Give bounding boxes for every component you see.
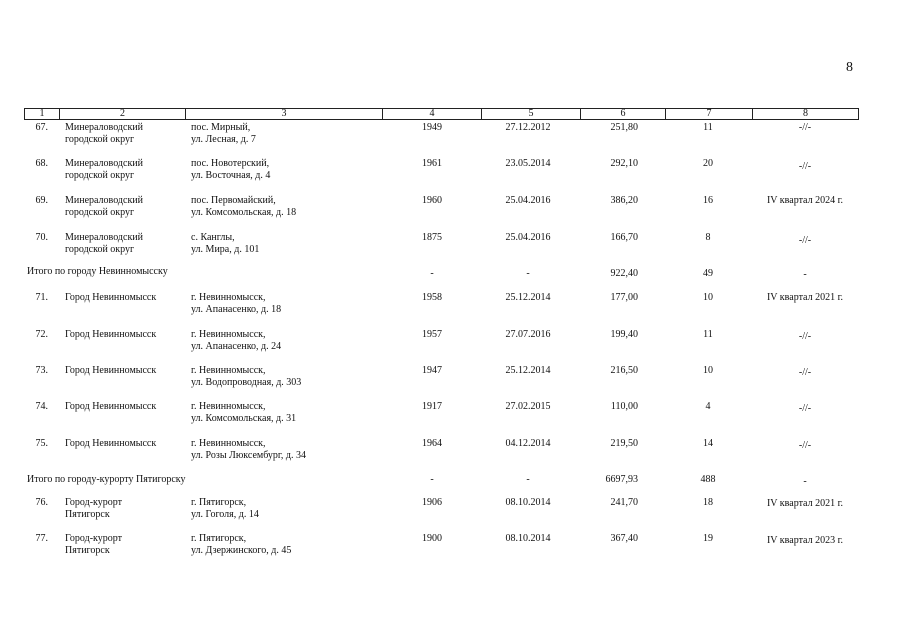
residents: 10 <box>703 365 713 376</box>
table-row <box>0 158 897 188</box>
build-year: 1949 <box>422 122 442 133</box>
term: - <box>803 269 807 280</box>
area: 241,70 <box>610 497 638 508</box>
municipality: Город Невинномысск <box>65 438 157 449</box>
term: -//- <box>798 161 812 172</box>
term: -//- <box>798 235 812 246</box>
header-col-6: 6 <box>580 109 665 119</box>
header-col-7: 7 <box>665 109 752 119</box>
header-col-3: 3 <box>185 109 382 119</box>
address: пос. Мирный, ул. Лесная, д. 7 <box>191 122 256 145</box>
municipality: Город Невинномысск <box>65 401 157 412</box>
municipality: Минераловодский городской округ <box>65 232 144 255</box>
term: -//- <box>798 122 812 133</box>
header-col-5: 5 <box>481 109 580 119</box>
header-col-8: 8 <box>752 109 858 119</box>
term: IV квартал 2023 г. <box>766 535 844 546</box>
area: 166,70 <box>610 232 638 243</box>
recognition-date: 08.10.2014 <box>505 497 551 508</box>
residents: 8 <box>705 232 711 243</box>
table-row <box>0 365 897 395</box>
municipality: Минераловодский городской округ <box>65 122 144 145</box>
address: г. Невинномысск, ул. Комсомольская, д. 31 <box>191 401 297 424</box>
recognition-date: 27.12.2012 <box>505 122 551 133</box>
area: 219,50 <box>610 438 638 449</box>
recognition-date: - <box>526 268 530 279</box>
page-number: 8 <box>846 60 853 75</box>
area: 251,80 <box>610 122 638 133</box>
address: пос. Первомайский, ул. Комсомольская, д. 18 <box>191 195 297 218</box>
residents: 14 <box>703 438 713 449</box>
row-number: 70. <box>35 232 48 243</box>
row-number: 72. <box>35 329 48 340</box>
term: -//- <box>798 367 812 378</box>
row-number: 69. <box>35 195 48 206</box>
term: -//- <box>798 331 812 342</box>
row-number: 74. <box>35 401 48 412</box>
build-year: 1875 <box>422 232 442 243</box>
term: IV квартал 2021 г. <box>766 292 844 303</box>
recognition-date: 08.10.2014 <box>505 533 551 544</box>
residents: 4 <box>705 401 711 412</box>
build-year: 1917 <box>422 401 442 412</box>
build-year: 1957 <box>422 329 442 340</box>
municipality: Город Невинномысск <box>65 365 157 376</box>
residents: 488 <box>700 474 716 485</box>
subtotal-label: Итого по городу Невинномысску <box>27 266 168 277</box>
table-row <box>0 329 897 359</box>
term: -//- <box>798 440 812 451</box>
municipality: Город-курорт Пятигорск <box>65 533 122 556</box>
residents: 49 <box>703 268 713 279</box>
build-year: 1960 <box>422 195 442 206</box>
table-row <box>0 401 897 431</box>
municipality: Город Невинномысск <box>65 329 157 340</box>
row-number: 77. <box>35 533 48 544</box>
table-row <box>0 497 897 527</box>
row-number: 68. <box>35 158 48 169</box>
subtotal-label: Итого по городу-курорту Пятигорску <box>27 474 186 485</box>
term: - <box>803 476 807 487</box>
table-row <box>0 195 897 225</box>
header-col-4: 4 <box>382 109 481 119</box>
build-year: 1900 <box>422 533 442 544</box>
recognition-date: - <box>526 474 530 485</box>
area: 199,40 <box>610 329 638 340</box>
table-header <box>24 108 859 120</box>
address: г. Невинномысск, ул. Апанасенко, д. 18 <box>191 292 282 315</box>
term: IV квартал 2021 г. <box>766 498 844 509</box>
build-year: - <box>430 474 434 485</box>
residents: 20 <box>703 158 713 169</box>
header-col-2: 2 <box>59 109 185 119</box>
address: г. Пятигорск, ул. Дзержинского, д. 45 <box>191 533 292 556</box>
area: 110,00 <box>610 401 638 412</box>
residents: 10 <box>703 292 713 303</box>
row-number: 73. <box>35 365 48 376</box>
residents: 11 <box>703 122 713 133</box>
area: 367,40 <box>610 533 638 544</box>
recognition-date: 25.12.2014 <box>505 365 551 376</box>
area: 922,40 <box>610 268 638 279</box>
recognition-date: 04.12.2014 <box>505 438 551 449</box>
header-col-1: 1 <box>39 108 45 119</box>
recognition-date: 23.05.2014 <box>505 158 551 169</box>
residents: 11 <box>703 329 713 340</box>
municipality: Минераловодский городской округ <box>65 195 144 218</box>
build-year: 1958 <box>422 292 442 303</box>
table-row <box>0 292 897 322</box>
row-number: 76. <box>35 497 48 508</box>
row-number: 71. <box>35 292 48 303</box>
area: 6697,93 <box>605 474 638 485</box>
table-row <box>0 232 897 262</box>
recognition-date: 25.04.2016 <box>505 195 551 206</box>
municipality: Город-курорт Пятигорск <box>65 497 122 520</box>
residents: 16 <box>703 195 713 206</box>
recognition-date: 25.12.2014 <box>505 292 551 303</box>
address: г. Пятигорск, ул. Гоголя, д. 14 <box>191 497 259 520</box>
build-year: 1947 <box>422 365 442 376</box>
address: г. Невинномысск, ул. Водопроводная, д. 303 <box>191 365 302 388</box>
build-year: 1964 <box>422 438 442 449</box>
recognition-date: 25.04.2016 <box>505 232 551 243</box>
address: пос. Новотерский, ул. Восточная, д. 4 <box>191 158 271 181</box>
residents: 18 <box>703 497 713 508</box>
area: 216,50 <box>610 365 638 376</box>
build-year: 1961 <box>422 158 442 169</box>
municipality: Минераловодский городской округ <box>65 158 144 181</box>
area: 292,10 <box>610 158 638 169</box>
residents: 19 <box>703 533 713 544</box>
address: г. Невинномысск, ул. Апанасенко, д. 24 <box>191 329 282 352</box>
address: г. Невинномысск, ул. Розы Люксембург, д. 34 <box>191 438 306 461</box>
area: 386,20 <box>610 195 638 206</box>
address: с. Канглы, ул. Мира, д. 101 <box>191 232 260 255</box>
build-year: 1906 <box>422 497 442 508</box>
table-row <box>0 438 897 468</box>
build-year: - <box>430 268 434 279</box>
area: 177,00 <box>610 292 638 303</box>
recognition-date: 27.07.2016 <box>505 329 551 340</box>
table-row <box>0 533 897 563</box>
table-row <box>0 122 897 152</box>
recognition-date: 27.02.2015 <box>505 401 551 412</box>
row-number: 67. <box>35 122 48 133</box>
municipality: Город Невинномысск <box>65 292 157 303</box>
term: IV квартал 2024 г. <box>766 195 844 206</box>
row-number: 75. <box>35 438 48 449</box>
term: -//- <box>798 403 812 414</box>
